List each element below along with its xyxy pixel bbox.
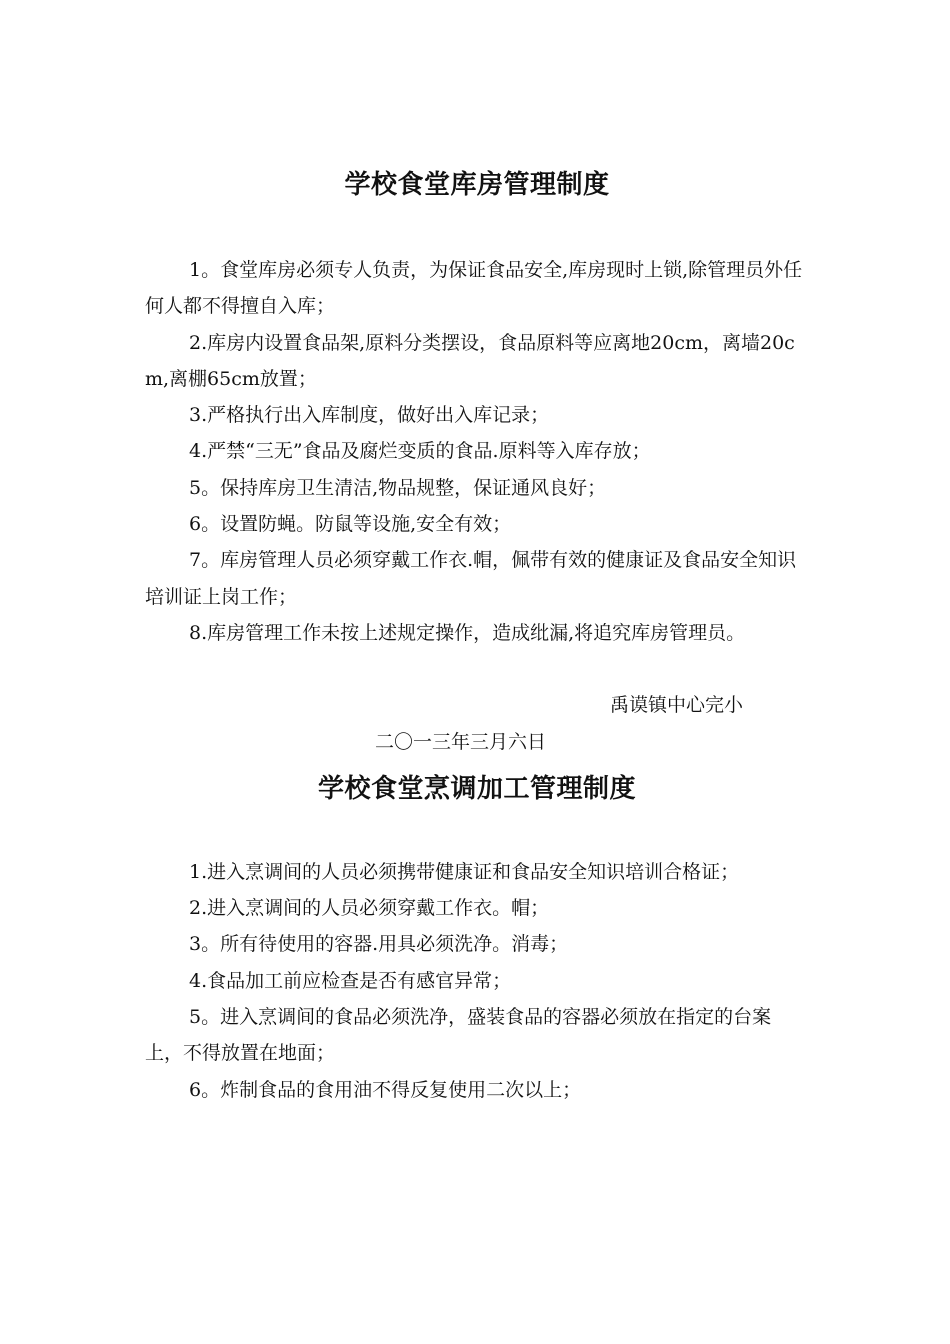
section2-item-2: 2.进入烹调间的人员必须穿戴工作衣。帽； [189, 897, 550, 920]
section2-item-3: 3。所有待使用的容器.用具必须洗净。消毒； [189, 933, 569, 956]
section1-items [145, 252, 809, 651]
section1-item-1: 1。食堂库房必须专人负责，为保证食品安全,库房现时上锁,除管理员外任何人都不得擅自入库； [145, 259, 803, 318]
signature-organization: 禹谟镇中心完小 [609, 694, 743, 717]
section2-item-6: 6。炸制食品的食用油不得反复使用二次以上； [189, 1078, 582, 1101]
section1-item-2: 2.库房内设置食品架,原料分类摆设，食品原料等应离地20cm，离墙20cm,离棚65cm放置； [145, 331, 795, 390]
section1-item-5: 5。保持库房卫生清洁,物品规整，保证通风良好； [189, 476, 607, 499]
section1-item-6: 6。设置防蝇。防鼠等设施,安全有效； [189, 513, 512, 536]
section1-item-3: 3.严格执行出入库制度，做好出入库记录； [189, 404, 550, 427]
section1-title: 学校食堂库房管理制度 [344, 170, 610, 200]
signature-block [145, 687, 809, 760]
signature-date: 二〇一三年三月六日 [375, 730, 547, 753]
section2-item-5: 5。进入烹调间的食品必须洗净，盛装食品的容器必须放在指定的台案上，不得放置在地面； [145, 1006, 772, 1065]
section1-item-7: 7。库房管理人员必须穿戴工作衣.帽，佩带有效的健康证及食品安全知识培训证上岗工作； [145, 549, 797, 608]
document-content [145, 162, 809, 1108]
section1-item-4: 4.严禁“三无”食品及腐烂变质的食品.原料等入库存放； [189, 440, 651, 463]
section2-item-1: 1.进入烹调间的人员必须携带健康证和食品安全知识培训合格证； [189, 860, 740, 883]
section2-items [145, 854, 809, 1108]
section1-item-8: 8.库房管理工作未按上述规定操作，造成纰漏,将追究库房管理员。 [189, 621, 746, 644]
section2-item-4: 4.食品加工前应检查是否有感官异常； [189, 969, 512, 992]
section2-title: 学校食堂烹调加工管理制度 [317, 773, 636, 804]
